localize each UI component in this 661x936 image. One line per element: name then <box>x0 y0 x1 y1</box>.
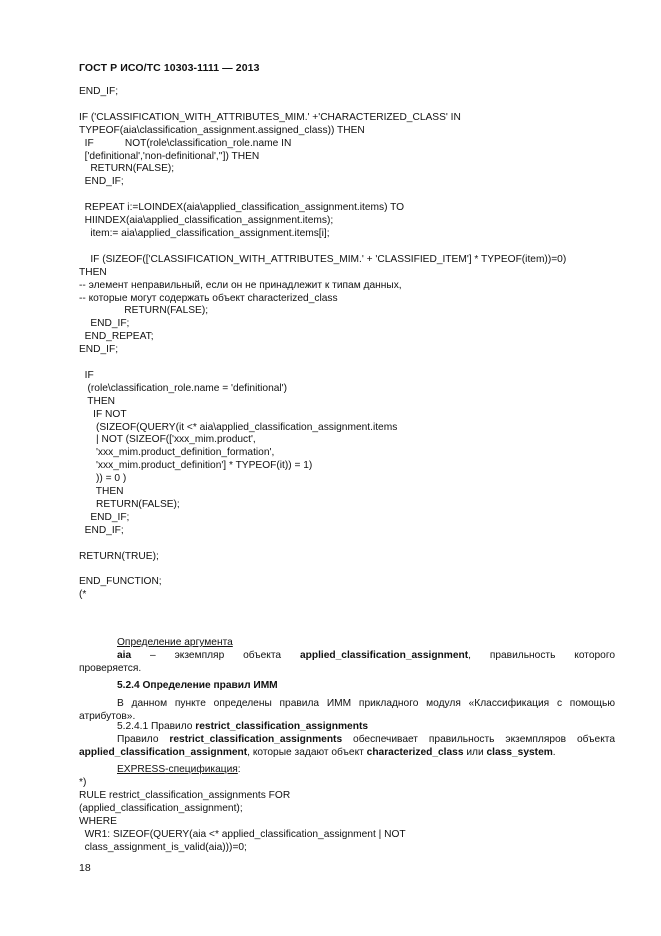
argument-definition <box>79 636 615 675</box>
code-line: 'xxx_mim.product_definition'] * TYPEOF(it)) = 1) <box>95 460 313 472</box>
code-line: REPEAT i:=LOINDEX(aia\applied_classification_assignment.items) TO <box>84 202 405 214</box>
code-line: IF ('CLASSIFICATION_WITH_ATTRIBUTES_MIM.' +'CHARACTERIZED_CLASS' IN <box>79 111 461 123</box>
code-line: THEN <box>95 486 124 498</box>
rule-code-line: (applied_classification_assignment); <box>79 802 243 814</box>
rule-name-inline: restrict_classification_assignments <box>169 734 343 745</box>
code-line: (SIZEOF(QUERY(it <* aia\applied_classification_assignment.items <box>95 421 398 433</box>
code-line: (* <box>79 589 87 601</box>
rule-code-line: *) <box>79 777 87 788</box>
rule-description-line1: Правило restrict_classification_assignments обеспечивает правильность экземпляров объекта <box>117 734 616 745</box>
argument-line: aia – экземпляр объекта applied_classification_assignment, правильность которого <box>117 650 615 661</box>
express-function-code <box>79 86 566 602</box>
argument-continuation: проверяется. <box>79 663 142 674</box>
section-intro-line1: В данном пункте определены правила ИММ прикладного модуля «Классификация с помощью <box>117 698 615 709</box>
code-line: ['definitional','non-definitional','']) THEN <box>84 150 260 162</box>
argument-heading: Определение аргумента <box>117 637 233 648</box>
rule-section <box>79 720 615 776</box>
section-heading: 5.2.4 Определение правил ИММ <box>117 680 278 691</box>
code-line: -- элемент неправильный, если он не принадлежит к типам данных, <box>79 279 402 291</box>
code-line: (role\classification_role.name = 'definitional') <box>87 382 288 394</box>
code-line: RETURN(FALSE); <box>95 499 180 510</box>
code-line: END_IF; <box>84 524 124 536</box>
code-line: | NOT (SIZEOF(['xxx_mim.product', <box>95 434 256 446</box>
code-line: END_IF; <box>90 511 130 523</box>
rule-heading: 5.2.4.1 Правило restrict_classification_assignments <box>117 721 368 732</box>
code-line: END_IF; <box>79 344 119 356</box>
code-line: -- которые могут содержать объект characterized_class <box>79 292 338 304</box>
rule-name: restrict_classification_assignments <box>195 721 368 732</box>
code-line: END_IF; <box>79 86 119 97</box>
code-line: END_IF; <box>84 176 124 188</box>
rule-class1: characterized_class <box>366 747 464 758</box>
rule-code-line: class_assignment_is_valid(aia)))=0; <box>84 841 247 853</box>
rule-class2: class_system <box>486 747 553 758</box>
standard-header: ГОСТ Р ИСО/ТС 10303-1111 — 2013 <box>79 62 260 74</box>
code-line: HIINDEX(aia\applied_classification_assignment.items); <box>84 215 334 227</box>
code-line: 'xxx_mim.product_definition_formation', <box>95 447 275 459</box>
code-line: IF <box>84 369 94 381</box>
argument-term: aia <box>117 650 132 661</box>
code-line: item:= aia\applied_classification_assignment.items[i]; <box>90 227 330 239</box>
code-line: RETURN(TRUE); <box>79 550 159 562</box>
rule-entity: applied_classification_assignment <box>79 747 248 758</box>
code-line: END_IF; <box>90 318 130 330</box>
express-rule-code <box>79 777 406 854</box>
code-line: IF (SIZEOF(['CLASSIFICATION_WITH_ATTRIBUTES_MIM.' + 'CLASSIFIED_ITEM'] * TYPEOF(item))=0) <box>90 253 567 265</box>
section-5-2-4 <box>79 679 615 692</box>
code-line: TYPEOF(aia\classification_assignment.assigned_class)) THEN <box>79 124 365 136</box>
rule-code-line: RULE restrict_classification_assignments FOR <box>79 789 291 801</box>
code-line: THEN <box>79 266 107 278</box>
code-line: IF NOT <box>93 408 127 420</box>
code-line: END_REPEAT; <box>84 331 154 343</box>
page-number: 18 <box>79 862 91 874</box>
code-line: END_FUNCTION; <box>79 576 162 588</box>
rule-code-line: WR1: SIZEOF(QUERY(aia <* applied_classification_assignment | NOT <box>84 828 406 840</box>
code-line: IF NOT(role\classification_role.name IN <box>84 137 292 149</box>
code-line: )) = 0 ) <box>95 473 127 485</box>
argument-entity: applied_classification_assignment <box>299 650 469 661</box>
rule-code-line: WHERE <box>79 815 117 827</box>
section-intro-line2: атрибутов». <box>79 711 136 722</box>
rule-description-line2: applied_classification_assignment, которые задают объект characterized_class или class_system. <box>79 747 556 758</box>
code-line: THEN <box>87 395 116 407</box>
express-spec-heading: EXPRESS-спецификация: <box>117 764 241 775</box>
code-line: RETURN(FALSE); <box>90 163 175 175</box>
code-line: RETURN(FALSE); <box>124 305 209 317</box>
